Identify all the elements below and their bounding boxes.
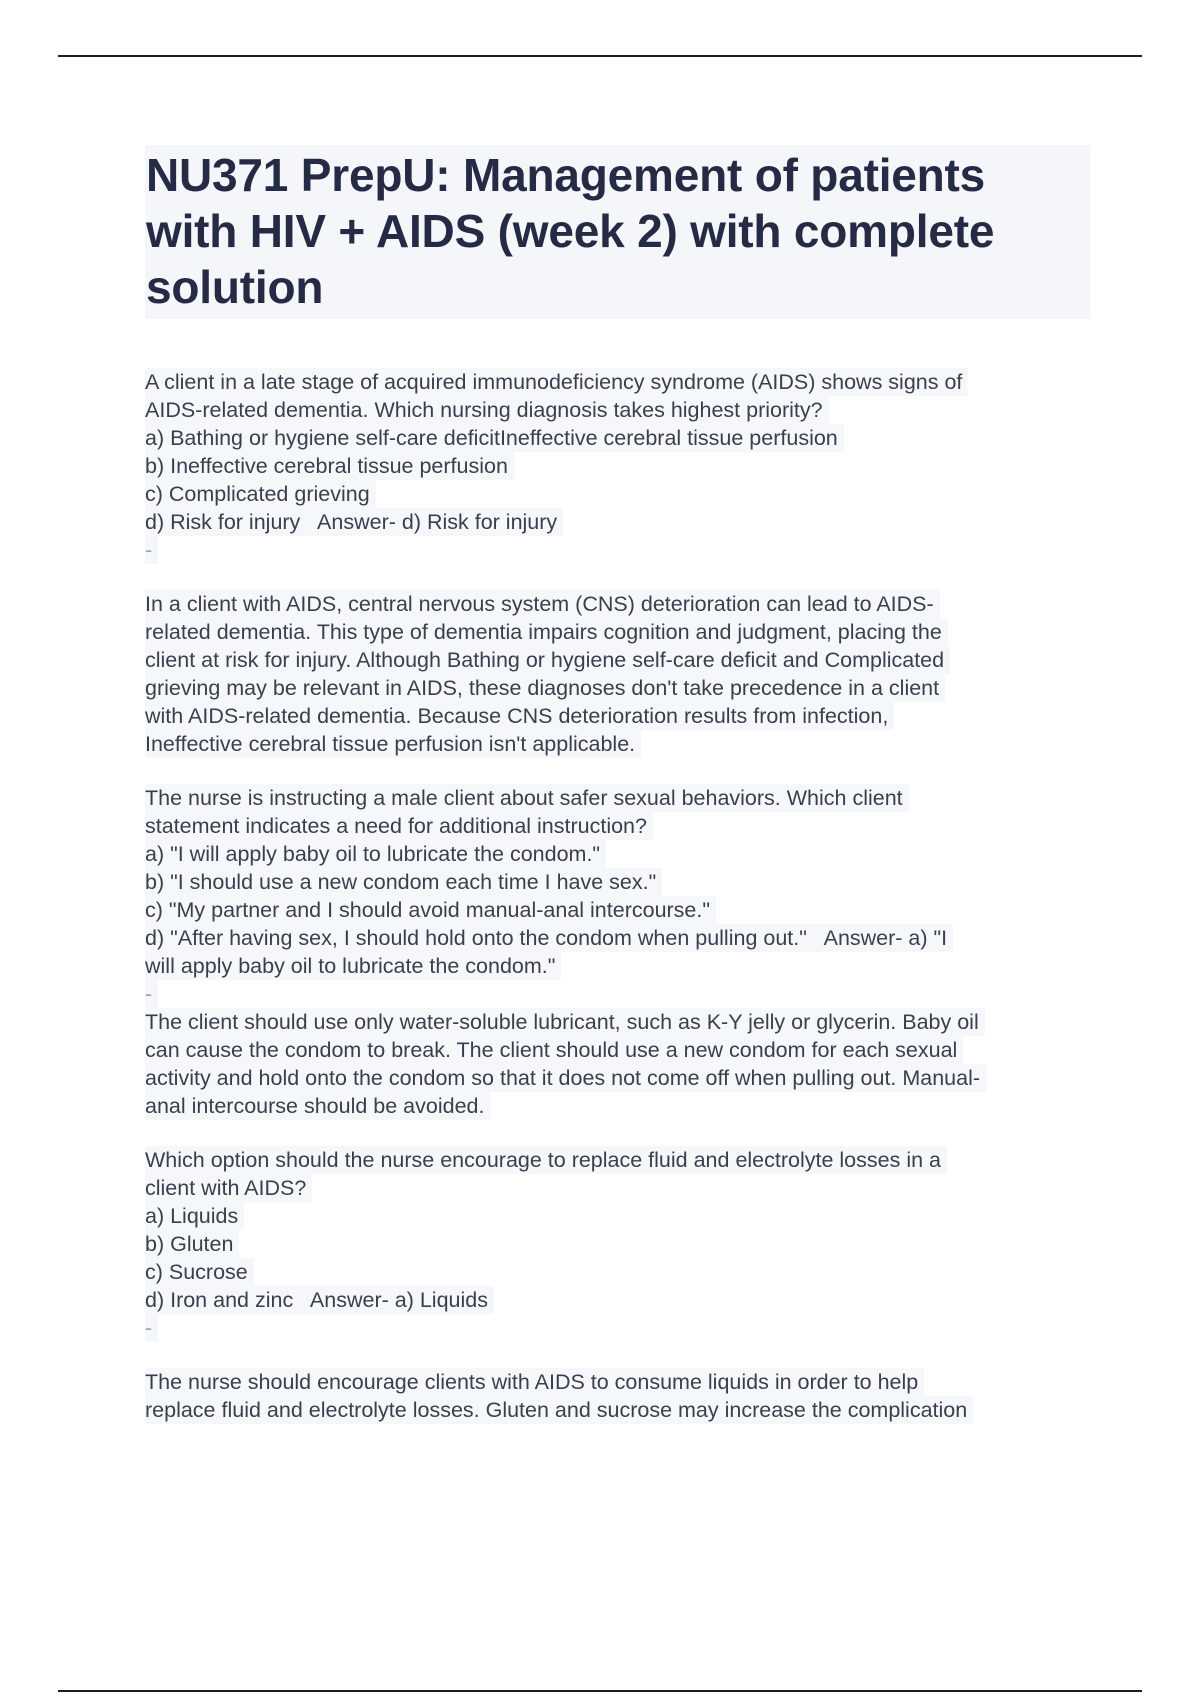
question-stem-line: AIDS-related dementia. Which nursing diagnosis takes highest priority? (145, 396, 829, 424)
answer-option-with-key: will apply baby oil to lubricate the condom." (145, 952, 561, 980)
title-block (145, 145, 1090, 319)
question-stem-line: A client in a late stage of acquired immunodeficiency syndrome (AIDS) shows signs of (145, 368, 968, 396)
answer-option: b) Ineffective cerebral tissue perfusion (145, 452, 514, 480)
title-line: solution (146, 261, 324, 313)
rationale-line: The client should use only water-soluble lubricant, such as K-Y jelly or glycerin. Baby oil (145, 1008, 985, 1036)
question-2 (145, 784, 1090, 1120)
answer-option: b) Gluten (145, 1230, 239, 1258)
question-stem-line: statement indicates a need for additional instruction? (145, 812, 653, 840)
answer-option-with-key: d) "After having sex, I should hold onto the condom when pulling out." Answer- a) "I (145, 924, 953, 952)
question-1 (145, 368, 1090, 758)
answer-option: c) "My partner and I should avoid manual-anal intercourse." (145, 896, 716, 924)
bottom-rule (58, 1690, 1142, 1692)
rationale-line: with AIDS-related dementia. Because CNS deterioration results from infection, (145, 702, 894, 730)
rationale-line: can cause the condom to break. The client should use a new condom for each sexual (145, 1036, 963, 1064)
page-title (145, 147, 1090, 315)
rationale-line: grieving may be relevant in AIDS, these diagnoses don't take precedence in a client (145, 674, 945, 702)
rationale-line: activity and hold onto the condom so that it does not come off when pulling out. Manual- (145, 1064, 986, 1092)
question-stem-line: Which option should the nurse encourage to replace fluid and electrolyte losses in a (145, 1146, 947, 1174)
rationale-line: In a client with AIDS, central nervous system (CNS) deterioration can lead to AIDS- (145, 590, 940, 618)
answer-option: a) Bathing or hygiene self-care deficitIneffective cerebral tissue perfusion (145, 424, 844, 452)
rationale-line: related dementia. This type of dementia impairs cognition and judgment, placing the (145, 618, 948, 646)
question-3 (145, 1146, 1090, 1424)
answer-separator: - (145, 980, 158, 1008)
answer-option: b) "I should use a new condom each time I have sex." (145, 868, 662, 896)
answer-option: a) "I will apply baby oil to lubricate the condom." (145, 840, 606, 868)
rationale-line: Ineffective cerebral tissue perfusion isn't applicable. (145, 730, 641, 758)
answer-option-with-key: d) Risk for injury Answer- d) Risk for injury (145, 508, 563, 536)
title-line: with HIV + AIDS (week 2) with complete (146, 205, 995, 257)
rationale-line: The nurse should encourage clients with AIDS to consume liquids in order to help (145, 1368, 924, 1396)
spacer (145, 758, 1090, 784)
title-line: NU371 PrepU: Management of patients (146, 149, 986, 201)
answer-option: a) Liquids (145, 1202, 244, 1230)
rationale-line: anal intercourse should be avoided. (145, 1092, 490, 1120)
question-stem-line: client with AIDS? (145, 1174, 312, 1202)
spacer (145, 1342, 1090, 1368)
document-body (145, 368, 1090, 1424)
answer-separator: - (145, 536, 158, 564)
question-stem-line: The nurse is instructing a male client about safer sexual behaviors. Which client (145, 784, 909, 812)
answer-separator: - (145, 1314, 158, 1342)
answer-option: c) Complicated grieving (145, 480, 376, 508)
top-rule (58, 55, 1142, 57)
answer-option-with-key: d) Iron and zinc Answer- a) Liquids (145, 1286, 494, 1314)
spacer (145, 1120, 1090, 1146)
answer-option: c) Sucrose (145, 1258, 254, 1286)
rationale-line: replace fluid and electrolyte losses. Gluten and sucrose may increase the complication (145, 1396, 973, 1424)
spacer (145, 564, 1090, 590)
rationale-line: client at risk for injury. Although Bathing or hygiene self-care deficit and Complicated (145, 646, 950, 674)
